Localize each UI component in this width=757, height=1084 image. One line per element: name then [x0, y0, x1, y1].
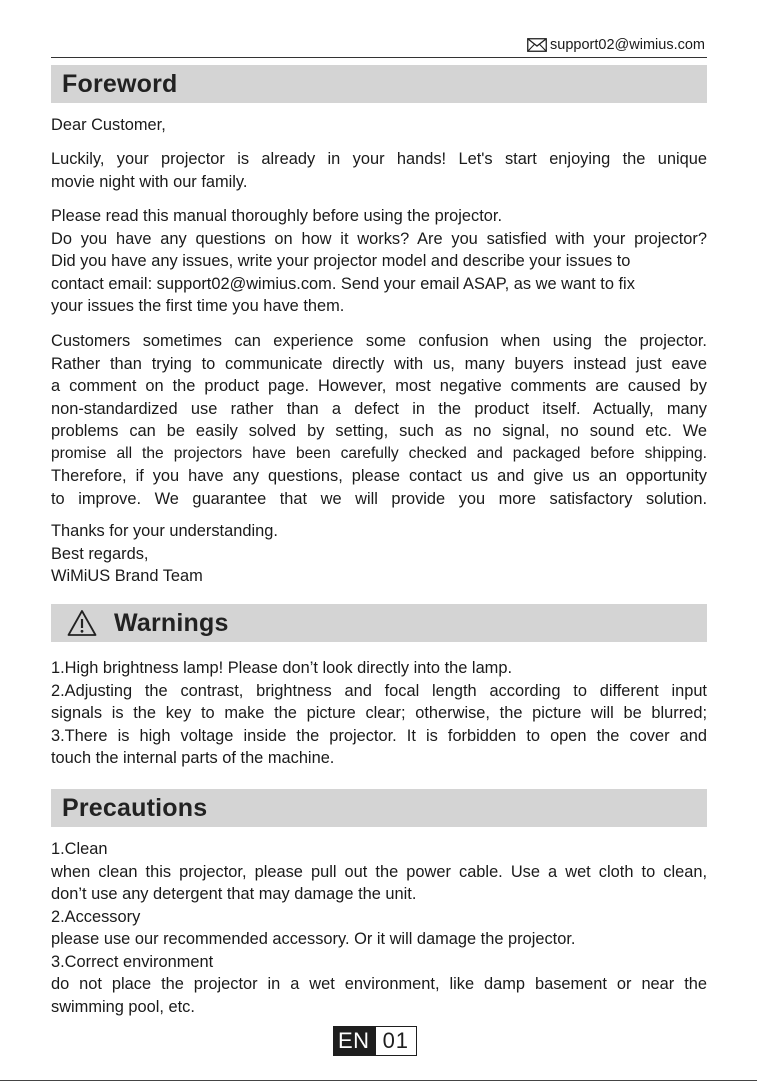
warning-item: 2.Adjusting the contrast, brightness and focal length according to different input — [51, 681, 707, 700]
paragraph-line: Please read this manual thoroughly before using the projector. — [51, 207, 503, 225]
paragraph-line: Therefore, if you have any questions, please contact us and give us an opportunity — [51, 467, 707, 485]
greeting-text: Dear Customer, — [51, 116, 166, 134]
paragraph-line: your issues the first time you have them. — [51, 297, 345, 315]
paragraph-line: problems can be easily solved by setting, such as no signal, no sound etc. We — [51, 422, 707, 440]
warnings-heading-bar — [51, 604, 707, 642]
foreword-heading-bar — [51, 65, 707, 103]
envelope-icon — [527, 38, 547, 52]
paragraph-line: Customers sometimes can experience some confusion when using the projector. — [51, 332, 707, 350]
paragraph-line: movie night with our family. — [51, 172, 248, 191]
header-email — [527, 37, 705, 53]
warning-triangle-icon — [67, 609, 97, 637]
precaution-text: do not place the projector in a wet environment, like damp basement or near the — [51, 975, 707, 993]
page-number: 01 — [375, 1026, 417, 1056]
foreword-paragraph-3 — [51, 330, 707, 510]
warnings-list — [51, 657, 707, 770]
closing-line: Best regards, — [51, 544, 149, 563]
precaution-text: when clean this projector, please pull out the power cable. Use a wet cloth to clean, — [51, 862, 707, 881]
page-number-badge — [333, 1026, 417, 1056]
paragraph-line: Rather than trying to communicate directly with us, many buyers instead just eave — [51, 354, 707, 373]
paragraph-line: promise all the projectors have been carefully checked and packaged before shipping. — [51, 444, 707, 462]
paragraph-line: contact email: support02@wimius.com. Send your email ASAP, as we want to fix — [51, 274, 635, 293]
warnings-title: Warnings — [114, 608, 229, 637]
precaution-heading: 2.Accessory — [51, 907, 141, 926]
bottom-rule — [0, 1080, 757, 1081]
warning-item: signals is the key to make the picture clear; otherwise, the picture will be blurred; — [51, 704, 707, 722]
precautions-list — [51, 838, 707, 1018]
foreword-paragraph-2 — [51, 205, 707, 318]
paragraph-line: Do you have any questions on how it works? Are you satisfied with your projector? — [51, 229, 707, 248]
closing-line: WiMiUS Brand Team — [51, 567, 203, 585]
paragraph-line: non-standardized use rather than a defect in the product itself. Actually, many — [51, 399, 707, 418]
precautions-title: Precautions — [62, 793, 208, 822]
warning-item: touch the internal parts of the machine. — [51, 749, 335, 767]
precaution-text: don’t use any detergent that may damage the unit. — [51, 885, 417, 903]
foreword-greeting — [51, 114, 707, 137]
closing-line: Thanks for your understanding. — [51, 522, 278, 540]
paragraph-line: a comment on the product page. However, most negative comments are caused by — [51, 377, 707, 395]
precaution-heading: 1.Clean — [51, 840, 108, 858]
precaution-text: please use our recommended accessory. Or it will damage the projector. — [51, 930, 576, 948]
foreword-paragraph-1 — [51, 148, 707, 193]
precautions-heading-bar — [51, 789, 707, 827]
paragraph-line: Luckily, your projector is already in your hands! Let's start enjoying the unique — [51, 150, 707, 168]
header-rule — [51, 57, 707, 58]
precaution-heading: 3.Correct environment — [51, 952, 214, 971]
foreword-closing — [51, 520, 707, 588]
paragraph-line: Did you have any issues, write your projector model and describe your issues to — [51, 252, 631, 270]
foreword-title: Foreword — [62, 69, 178, 98]
paragraph-line: to improve. We guarantee that we will provide you more satisfactory solution. — [51, 489, 707, 508]
warning-item: 3.There is high voltage inside the projector. It is forbidden to open the cover and — [51, 726, 707, 745]
header-email-text: support02@wimius.com — [550, 37, 705, 53]
language-label: EN — [333, 1026, 375, 1056]
warning-item: 1.High brightness lamp! Please don’t look directly into the lamp. — [51, 659, 513, 677]
precaution-text: swimming pool, etc. — [51, 997, 195, 1016]
